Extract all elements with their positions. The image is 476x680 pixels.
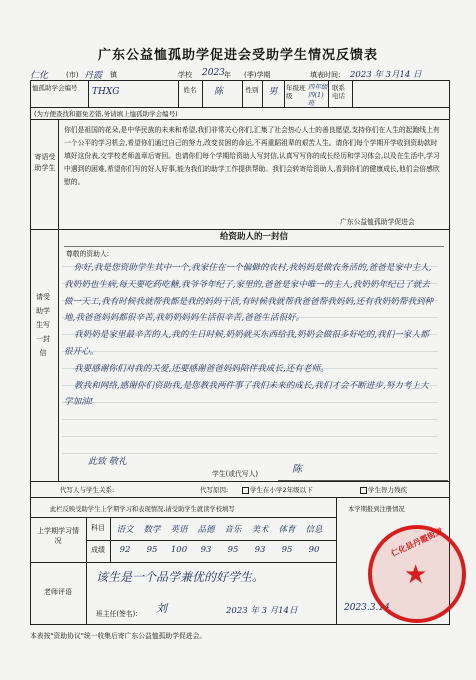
county-suffix: 镇 [110, 71, 117, 79]
results-side-label: 上学期学习情况 [37, 527, 79, 545]
class-teacher-label: 班主任(签名): [96, 610, 138, 618]
letter-paragraph: 我奶奶是家里最辛苦的人,我的生日时候,奶奶就买东西给我,奶奶会做很多好吃的,我们一家人都很开心。 [64, 330, 429, 357]
proxy-option-disability[interactable]: 学生智力残疾 [360, 486, 407, 494]
letter-greeting: 尊敬的资助人: [66, 250, 110, 258]
school-suffix: 学校 [178, 71, 192, 79]
score-cell: 95 [281, 545, 293, 555]
subject-cell: 语文 [116, 525, 134, 535]
checkbox-icon[interactable] [360, 487, 367, 494]
subject-cell: 数学 [143, 525, 161, 535]
teacher-comment: 该生是一个品学兼优的好学生。 [96, 570, 265, 584]
letter-side-label: 请受助学生写一封信 [36, 293, 50, 357]
score-cell: 100 [170, 545, 188, 555]
fill-date-value: 2023 年 3月14 日 [350, 70, 422, 80]
subject-label: 科目 [91, 524, 105, 532]
subject-cell: 品德 [197, 525, 215, 535]
score-label: 成绩 [91, 546, 105, 554]
year-value: 2023 [202, 68, 225, 78]
letter-heading: 给资助人的一封信 [219, 232, 288, 242]
note-row: (为方便查找和避免差错,务请填上恤孤助学会编号) [34, 110, 178, 118]
results-right-note: 本学期报到注册情况 [348, 506, 405, 513]
letter-paragraph: 我要感谢你们对我的关爱,还要感谢爸爸妈妈陪伴我成长,还有老师。 [74, 363, 329, 374]
phone-label: 联系电话 [332, 84, 345, 100]
subject-cell: 信息 [305, 525, 323, 535]
proxy-relation-label: 代写人与学生关系: [60, 486, 115, 494]
county-value: 丹霞 [84, 71, 103, 81]
school-date: 2023.3.14 [344, 603, 390, 613]
letter-paragraph: 你好,我是您资助学生其中一个,我家住在一个偏僻的农村,我妈妈是做农务活的,爸爸是家中主人,我奶奶也生病,每天要吃药吃糖,我爷爷年纪了,家里的,爸爸是家中唯一的主人,我奶奶年纪已了就去做一天工,我有时候我就帮我都是我的妈妈干活,有时候我就帮我爸爸帮我妈妈,还有我奶奶帮我到种地,我爸爸妈妈都很辛苦,我奶奶妈妈生活很辛苦,爸爸生活很好。 [64, 263, 434, 324]
school-stamp: 仁化县丹霞街道 ★ [368, 525, 466, 623]
score-cell: 93 [200, 545, 212, 555]
teacher-date: 2023 年 3 月14日 [226, 606, 298, 616]
name-label: 姓名 [183, 86, 197, 94]
star-icon: ★ [404, 560, 428, 590]
message-side-label: 寄语受助学生 [34, 153, 56, 172]
form-title: 广东公益恤孤助学促进会受助学生情况反馈表 [97, 48, 378, 63]
score-cell: 93 [254, 545, 266, 555]
score-cell: 95 [146, 545, 158, 555]
subject-cell: 英语 [170, 525, 188, 535]
proxy-option-grade[interactable]: 学生在小学2年级以下 [242, 486, 313, 494]
message-signature: 广东公益恤孤助学促进会 [340, 218, 415, 226]
fill-date-label: 填表时间: [310, 71, 341, 79]
score-cell: 95 [227, 545, 239, 555]
season-suffix: (季)学期 [244, 71, 271, 79]
gender-value: 男 [268, 87, 278, 97]
city-suffix: (市) [66, 71, 79, 79]
year-suffix: 年 [224, 71, 231, 79]
score-cell: 92 [119, 545, 131, 555]
footer-note: 本表按"资助协议"统一收集后寄广东公益恤孤助学促进会。 [30, 632, 207, 640]
checkbox-icon[interactable] [242, 487, 249, 494]
letter-paragraph: 教我和网络,感谢你们资助我,是您教我两件事了我们未来的成长,我们才会不断进步,努力考上大学加油! [64, 380, 429, 408]
letter-closing: 此致 敬礼 [88, 457, 127, 467]
grade-value: 四年级 四(1)班 [308, 83, 328, 107]
proxy-reason-label: 代写原因: [200, 486, 229, 494]
grade-label: 年级班级 [286, 84, 306, 100]
name-value: 陈 [214, 87, 224, 97]
score-cell: 90 [308, 545, 320, 555]
student-label: 学生(或代写人) [212, 470, 259, 478]
gender-label: 性别 [245, 86, 259, 94]
teacher-label: 老师评语 [44, 588, 72, 596]
student-value: 陈 [292, 464, 302, 475]
subject-cell: 体育 [278, 525, 296, 535]
subject-cell: 美术 [251, 525, 269, 535]
results-left-note: 此栏反映受助学生上学期学习和表现情况,请受助学生就读学校填写 [50, 506, 235, 513]
code-value: THXG [92, 87, 120, 97]
class-teacher-value: 刘 [156, 602, 167, 615]
message-text: 你们是祖国的花朵,是中华民族的未来和希望,我们非常关心你们,汇集了社会热心人士的善良愿望,支持你们在人生的起跑线上有一个公平的学习机会,希望你们通过自己的努力,改变贫困的命运,不再重蹈祖辈的艰苦人生。请你们每个学期开学收到资助款时填好这份表,交学校老师盖章后寄回。也请你们每个学期给资助人写封信,认真写写你的成长经历和学习体会,以及在生活中,学习中遇到的困难,希望你们写的好人好事,能为我们的助学工作提供帮助。我们会转寄给资助人,看到你们的健康成长,他们会倍感欣慰的。 [64, 126, 440, 186]
subject-cell: 音乐 [224, 525, 242, 535]
code-label: 恤孤助学会编号 [32, 84, 78, 92]
city-value: 仁化 [30, 71, 49, 81]
letter-body [64, 260, 436, 411]
